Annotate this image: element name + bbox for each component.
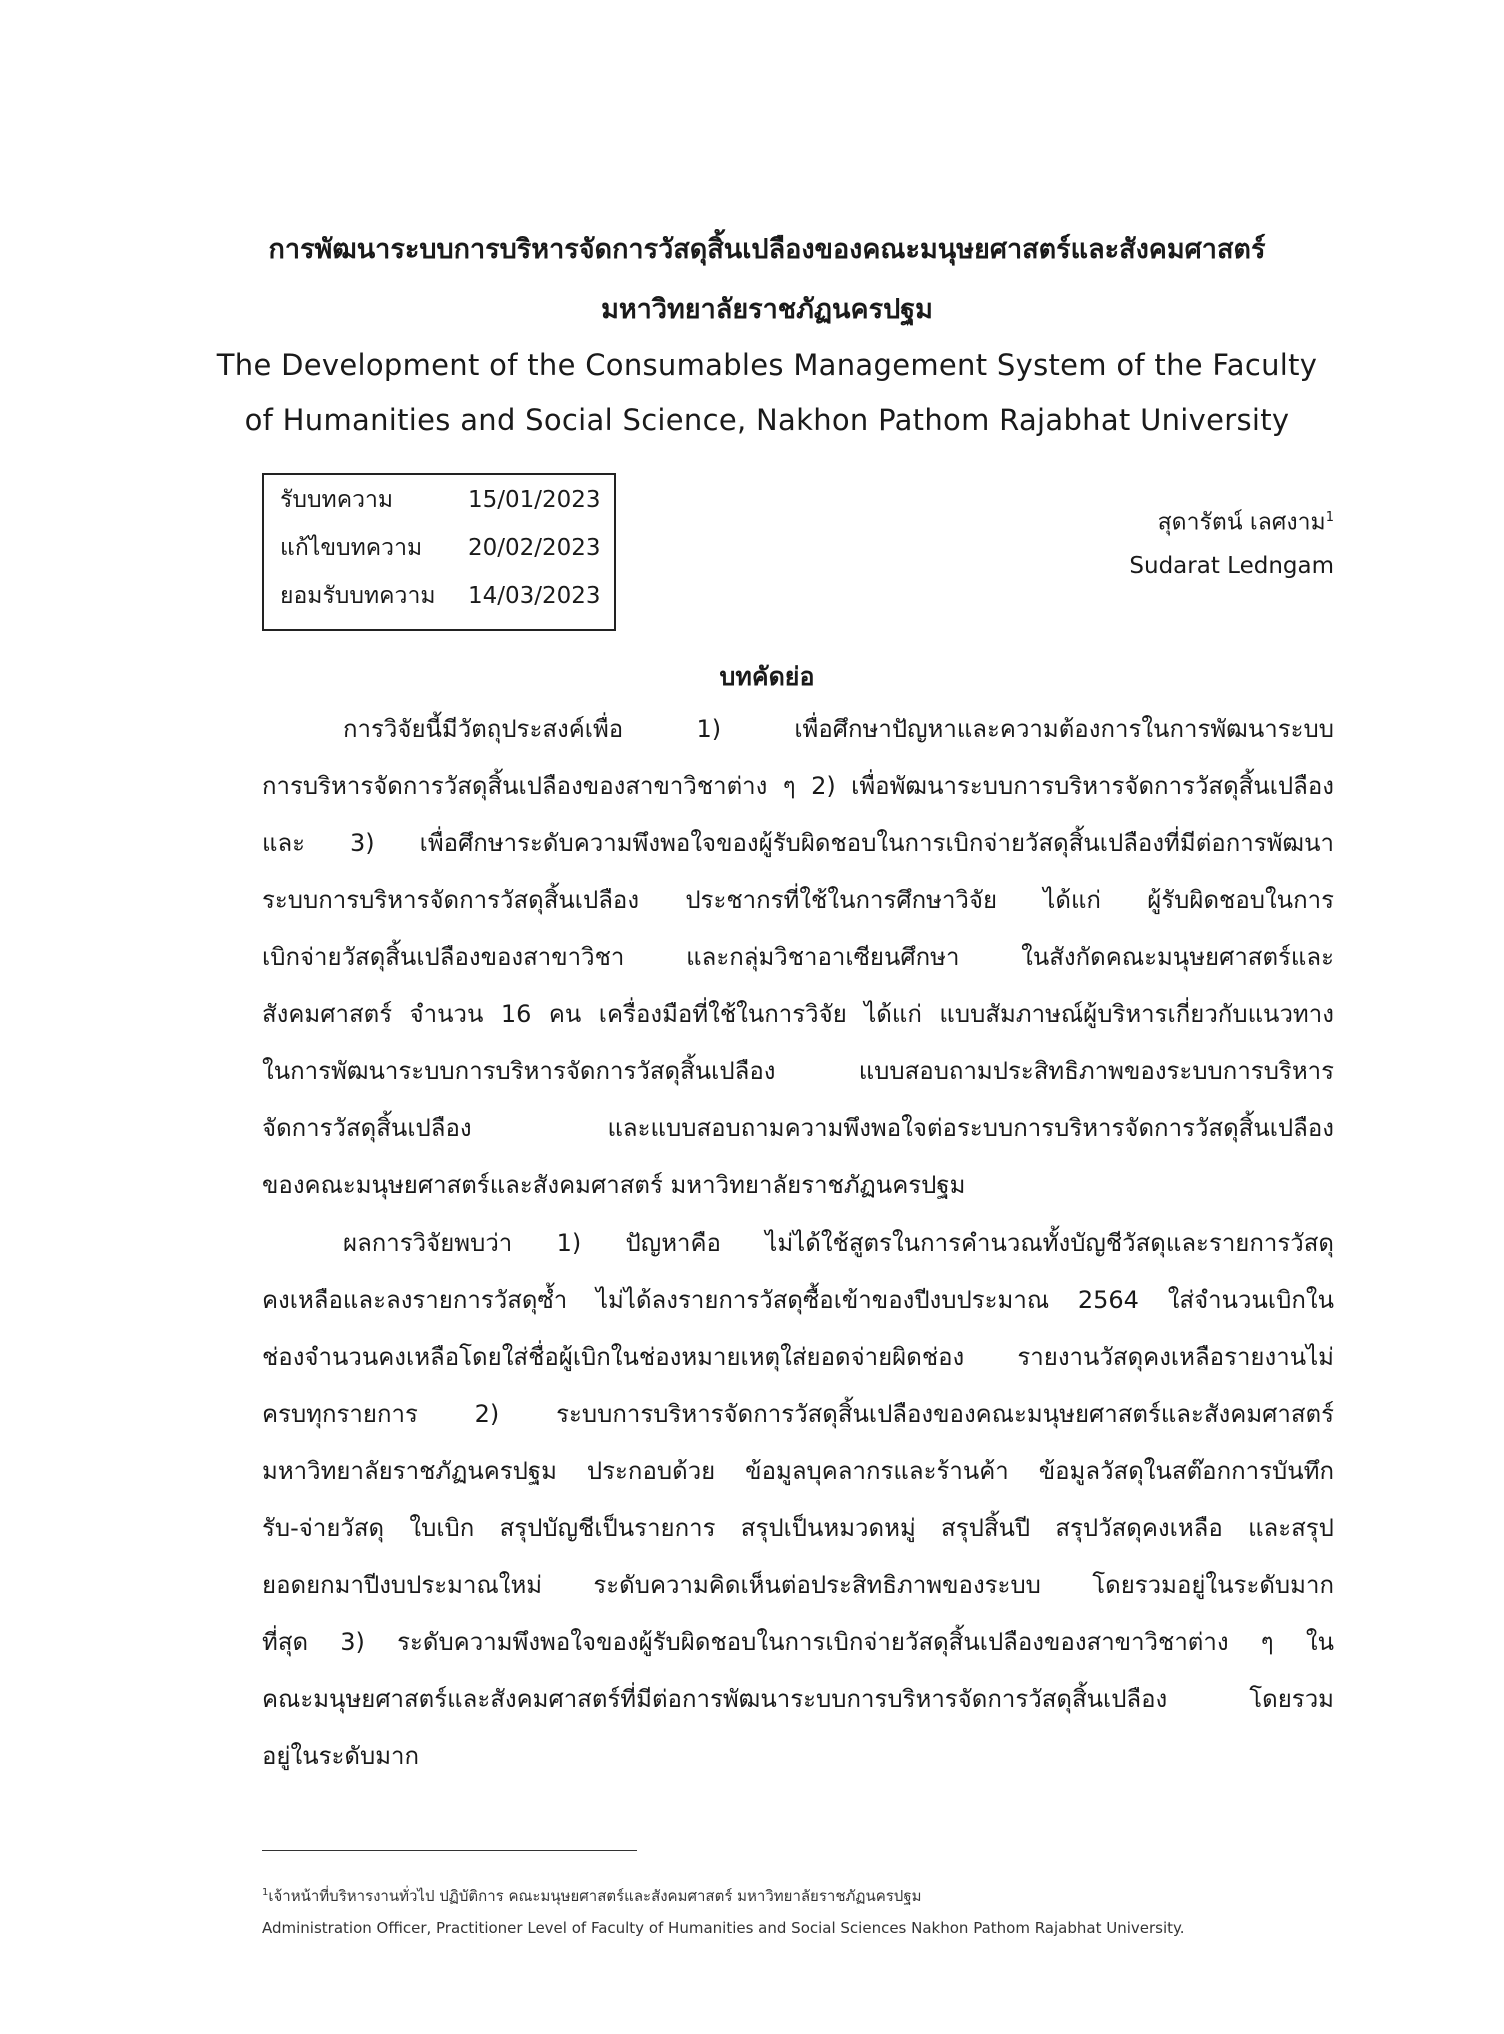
abstract-p1-line xyxy=(262,1055,1334,1087)
word: ใน xyxy=(1305,1628,1334,1656)
word: ที่สุด xyxy=(262,1628,309,1656)
abstract-p1-line xyxy=(262,941,1334,973)
word: 16 xyxy=(500,1000,532,1028)
abstract-p1-line: ของคณะมนุษยศาสตร์และสังคมศาสตร์ มหาวิทยาลัยราชภัฏนครปฐม xyxy=(262,1171,966,1199)
abstract-p1-line xyxy=(343,713,1334,745)
word: เครื่องมือที่ใช้ในการวิจัย xyxy=(598,1000,847,1028)
title-thai-line-1: การพัฒนาระบบการบริหารจัดการวัสดุสิ้นเปลืองของคณะมนุษยศาสตร์และสังคมศาสตร์ xyxy=(268,234,1266,265)
word: เบิกจ่ายวัสดุสิ้นเปลืองของสาขาวิชา xyxy=(262,943,625,971)
word: เพื่อศึกษาระดับความพึงพอใจของผู้รับผิดชอบในการเบิกจ่ายวัสดุสิ้นเปลืองที่มีต่อการพัฒนา xyxy=(419,829,1334,857)
revised-row xyxy=(280,533,601,563)
word: 2) xyxy=(474,1400,500,1428)
word: ผลการวิจัยพบว่า xyxy=(343,1229,513,1257)
word: สรุปเป็นหมวดหมู่ xyxy=(740,1514,916,1542)
word: คณะมนุษยศาสตร์และสังคมศาสตร์ที่มีต่อการพัฒนาระบบการบริหารจัดการวัสดุสิ้นเปลือง xyxy=(262,1685,1168,1713)
accepted-row xyxy=(280,581,601,611)
abstract-p1-line xyxy=(262,1112,1334,1144)
footnote-mark: 1 xyxy=(262,1887,269,1898)
word: 1) xyxy=(696,715,722,743)
word: จัดการวัสดุสิ้นเปลือง xyxy=(262,1114,472,1142)
word: จำนวน xyxy=(409,1000,484,1028)
word: ผู้รับผิดชอบในการ xyxy=(1147,886,1334,914)
word: และแบบสอบถามความพึงพอใจต่อระบบการบริหารจัดการวัสดุสิ้นเปลือง xyxy=(607,1114,1334,1142)
word: สรุปบัญชีเป็นรายการ xyxy=(499,1514,716,1542)
word: ช่องจำนวนคงเหลือโดยใส่ชื่อผู้เบิกในช่องหมายเหตุใส่ยอดจ่ายผิดช่อง xyxy=(262,1343,965,1371)
word: คน xyxy=(548,1000,582,1028)
word: สังคมศาสตร์ xyxy=(262,1000,393,1028)
word: 2564 xyxy=(1077,1286,1139,1314)
received-date: 15/01/2023 xyxy=(468,487,601,513)
word: ระดับความคิดเห็นต่อประสิทธิภาพของระบบ xyxy=(593,1571,1041,1599)
footnote-thai xyxy=(262,1883,922,1906)
word: ในสังกัดคณะมนุษยศาสตร์และ xyxy=(1021,943,1334,971)
word: สรุปวัสดุคงเหลือ xyxy=(1055,1514,1223,1542)
word: โดยรวม xyxy=(1249,1685,1334,1713)
word: รับ-จ่ายวัสดุ xyxy=(262,1514,385,1542)
abstract-p2-line xyxy=(262,1569,1334,1601)
word: ไม่ได้ใช้สูตรในการคำนวณทั้งบัญชีวัสดุและรายการวัสดุ xyxy=(765,1229,1334,1257)
word: 2) xyxy=(811,772,836,800)
author-name-thai-text: สุดารัตน์ เลศงาม xyxy=(1157,509,1326,536)
abstract-p2-line xyxy=(262,1398,1334,1430)
word: มหาวิทยาลัยราชภัฏนครปฐม xyxy=(262,1457,557,1485)
word: ระดับความพึงพอใจของผู้รับผิดชอบในการเบิกจ่ายวัสดุสิ้นเปลืองของสาขาวิชาต่าง xyxy=(397,1628,1229,1656)
word: แบบสัมภาษณ์ผู้บริหารเกี่ยวกับแนวทาง xyxy=(939,1000,1334,1028)
abstract-p2-line xyxy=(262,1284,1334,1316)
word: ยอดยกมาปีงบประมาณใหม่ xyxy=(262,1571,543,1599)
revised-label: แก้ไขบทความ xyxy=(280,535,423,561)
word: การวิจัยนี้มีวัตถุประสงค์เพื่อ xyxy=(343,715,624,743)
author-name-thai xyxy=(1158,503,1334,538)
article-dates-box xyxy=(262,473,616,631)
accepted-label: ยอมรับบทความ xyxy=(280,583,436,609)
word: โดยรวมอยู่ในระดับมาก xyxy=(1092,1571,1334,1599)
word: 1) xyxy=(556,1229,582,1257)
word: แบบสอบถามประสิทธิภาพของระบบการบริหาร xyxy=(858,1057,1334,1085)
word: ประกอบด้วย xyxy=(586,1457,716,1485)
word: ใส่จำนวนเบิกใน xyxy=(1167,1286,1334,1314)
word: ระบบการบริหารจัดการวัสดุสิ้นเปลืองของคณะมนุษยศาสตร์และสังคมศาสตร์ xyxy=(556,1400,1334,1428)
received-label: รับบทความ xyxy=(280,487,394,513)
abstract-p2-line xyxy=(262,1455,1334,1487)
word: คงเหลือและลงรายการวัสดุซ้ำ xyxy=(262,1286,568,1314)
received-row xyxy=(280,485,601,515)
word: ได้แก่ xyxy=(1043,886,1101,914)
title-english-line-1: The Development of the Consumables Management System of the Faculty xyxy=(216,348,1318,382)
word: ประชากรที่ใช้ในการศึกษาวิจัย xyxy=(685,886,998,914)
abstract-p2-line xyxy=(262,1341,1334,1373)
abstract-p1-line xyxy=(262,770,1334,802)
title-thai-line-2: มหาวิทยาลัยราชภัฏนครปฐม xyxy=(601,294,933,325)
word: การบริหารจัดการวัสดุสิ้นเปลืองของสาขาวิชาต่าง xyxy=(262,772,768,800)
word: และ xyxy=(262,829,306,857)
author-name-english: Sudarat Ledngam xyxy=(1129,553,1334,579)
accepted-date: 14/03/2023 xyxy=(468,583,601,609)
abstract-p2-line: อยู่ในระดับมาก xyxy=(262,1742,420,1770)
word: ๆ xyxy=(782,772,796,800)
word: สรุปสิ้นปี xyxy=(941,1514,1031,1542)
word: ได้แก่ xyxy=(864,1000,922,1028)
abstract-heading: บทคัดย่อ xyxy=(719,662,815,691)
abstract-p1-line xyxy=(262,884,1334,916)
word: 3) xyxy=(340,1628,365,1656)
abstract-p2-line xyxy=(262,1626,1334,1658)
footnote-english: Administration Officer, Practitioner Level of Faculty of Humanities and Social Sciences Nakhon Pathom Rajabhat University. xyxy=(262,1919,1185,1937)
word: ไม่ได้ลงรายการวัสดุซื้อเข้าของปีงบประมาณ xyxy=(595,1286,1050,1314)
word: 3) xyxy=(350,829,375,857)
abstract-p2-line xyxy=(262,1512,1334,1544)
author-footnote-mark: 1 xyxy=(1325,510,1334,525)
word: ปัญหาคือ xyxy=(625,1229,721,1257)
word: ระบบการบริหารจัดการวัสดุสิ้นเปลือง xyxy=(262,886,640,914)
word: รายงานวัสดุคงเหลือรายงานไม่ xyxy=(1017,1343,1334,1371)
word: ข้อมูลวัสดุในสต๊อกการบันทึก xyxy=(1038,1457,1334,1485)
word: เพื่อพัฒนาระบบการบริหารจัดการวัสดุสิ้นเปลือง xyxy=(851,772,1334,800)
word: ในการพัฒนาระบบการบริหารจัดการวัสดุสิ้นเปลือง xyxy=(262,1057,776,1085)
word: ๆ xyxy=(1260,1628,1274,1656)
abstract-p1-line xyxy=(262,998,1334,1030)
word: และสรุป xyxy=(1248,1514,1334,1542)
word: เพื่อศึกษาปัญหาและความต้องการในการพัฒนาระบบ xyxy=(794,715,1334,743)
title-english-line-2: of Humanities and Social Science, Nakhon Pathom Rajabhat University xyxy=(244,403,1290,437)
abstract-p2-line xyxy=(343,1227,1334,1259)
footnote-divider xyxy=(262,1850,637,1851)
footnote-thai-text: เจ้าหน้าที่บริหารงานทั่วไป ปฏิบัติการ คณะมนุษยศาสตร์และสังคมศาสตร์ มหาวิทยาลัยราชภัฏนครปฐม xyxy=(268,1887,922,1905)
word: และกลุ่มวิชาอาเซียนศึกษา xyxy=(686,943,960,971)
word: ใบเบิก xyxy=(409,1514,475,1542)
revised-date: 20/02/2023 xyxy=(468,535,601,561)
word: ครบทุกรายการ xyxy=(262,1400,418,1428)
abstract-p1-line xyxy=(262,827,1334,859)
abstract-p2-line xyxy=(262,1683,1334,1715)
word: ข้อมูลบุคลากรและร้านค้า xyxy=(745,1457,1009,1485)
